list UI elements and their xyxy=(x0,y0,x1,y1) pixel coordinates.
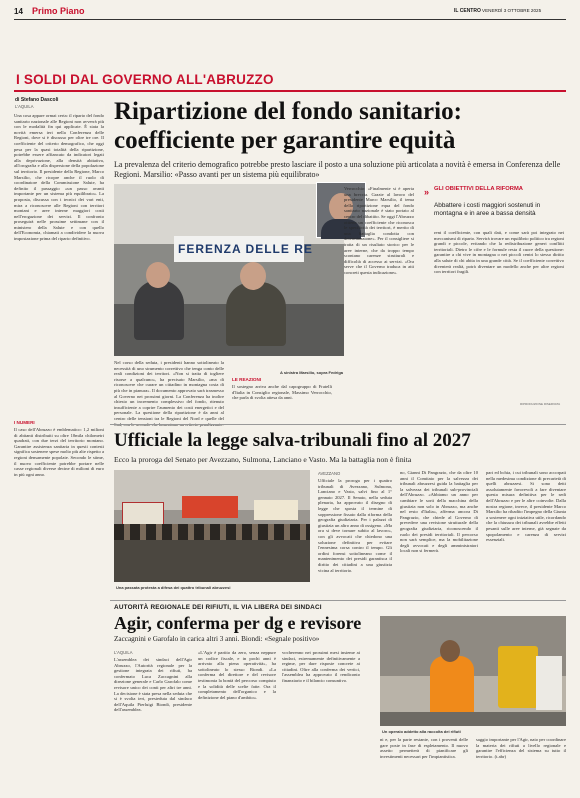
article1-reactions-subhead: LE REAZIONI xyxy=(232,377,262,382)
article2-photo xyxy=(114,470,310,582)
section-kicker: I SOLDI DAL GOVERNO ALL'ABRUZZO xyxy=(16,72,274,87)
bin-yellow xyxy=(498,646,538,708)
article1-column1 xyxy=(14,113,104,418)
sidebar-box xyxy=(424,186,566,416)
masthead: IL CENTRO xyxy=(454,8,481,14)
issue-date: VENERDÌ 3 OTTOBRE 2025 xyxy=(482,8,542,13)
article3-col5-text: saggio importante per l'Agir, nato per coordinare la materia dei rifiuti a livello regionale e garantire l'efficienza del sistema su tutto il territorio. (t.abr) xyxy=(476,737,566,759)
article3-headline: Agir, conferma per dg e revisore xyxy=(114,613,362,633)
article1-column1-continued xyxy=(14,427,104,791)
article3-column3 xyxy=(282,650,360,791)
article2-col3-text: pari ed bchia, i cui tribunali sono accorpati nella medesima condizione di precarietà di quelli abruzzesi. Si sono detti assolutamente favorevoli a fare diventare questa misura definitiva per le sedi dell'Abruzzo e per le altre coinvolte. Dalla nostra regione, invece, il presidente Marco Marsilio ha ribadito l'impegno della Giunta a sostenere ogni iniziativa utile, ricordando che la chiusura dei tribunali avrebbe effetti pesanti sulle aree interne, già segnate da spopolamento e carenza di servizi essenziali. xyxy=(486,470,566,543)
article2-col1-text: Ufficiale la proroga per i quattro tribunali di Avezzano, Sulmona, Lanciano e Vasto, salvi fino al 1° gennaio 2027. Il Senato, nella seduta plenaria, ha approvato il disegno di legge che sposta il termine di soppressione fissato dalla riforma della geografia giudiziaria. Per i palazzi di giustizia un altro anno di ossigeno. «Ma ora si deve tornare subito al lavoro», con gli avvocati che chiedono una soluzione definitiva per evitare l'ennesima corsa contro il tempo. Gli ordini forensi sottolineano come il mantenimento dei presidi garantisca il diritto dei cittadini a una giustizia vicina al territorio. xyxy=(318,478,392,573)
protest-banner-1 xyxy=(122,502,164,526)
article2-headline: Ufficiale la legge salva-tribunali fino al 2027 xyxy=(114,430,471,451)
ground xyxy=(380,712,566,726)
article1-col2-text: Nel corso della seduta, i presidenti hanno sottolineato la necessità di uno strumento correttivo che tenga conto delle reali condizioni dei territori. «Non si tratta di togliere risorse a qualcuno», ha precisato Marsilio, «ma di riconoscere che curare un cittadino in montagna costa di più che in pianura». Il documento approvato sarà trasmesso al Governo nei prossimi giorni. La Conferenza ha inoltre chiesto un incremento complessivo del fondo, ritenuto insufficiente a coprire l'aumento dei costi energetici e del personale. La questione della ripartizione è da anni al centro delle tensioni tra le Regioni del Nord e quelle del xyxy=(114,360,224,421)
article1-subhead: La prevalenza del criterio demografico potrebbe presto lasciare il posto a una soluzione più articolata a novità è emersa in Conferenza delle Regioni. Marsilio: «Passo avanti per un sistema più equilibrato» xyxy=(114,160,561,179)
bin-white xyxy=(536,656,562,710)
photo-person-left-head xyxy=(146,262,170,288)
article1-column4 xyxy=(344,186,414,420)
article2-photo-caption: Una passata protesta a difesa dei quattro tribunali abruzzesi xyxy=(116,585,231,590)
article1-col3-text2: Il sostegno arriva anche dal capogruppo di Fratelli d'Italia in Consiglio regionale, Massimo Verrocchio, che parla di svolta attesa da anni. xyxy=(232,384,332,401)
article3-column1 xyxy=(114,657,192,791)
article3-subhead: Zaccagnini e Garofalo in carica altri 3 anni. Biondi: «Segnale positivo» xyxy=(114,635,320,643)
article2-column2 xyxy=(400,470,478,596)
article2-divider xyxy=(110,424,566,425)
page-header xyxy=(14,6,566,18)
article3-col1-text: L'assemblea dei sindaci dell'Agir Abruzzo, l'Autorità regionale per la gestione integrata dei rifiuti, ha confermato Luca Zaccagnini alla direzione generale e Carlo Garofalo come revisore unico dei conti per altri tre anni. La decisione è stata presa nella seduta che si è svolta ieri, presieduta dal sindaco dell'Aquila Pierluigi Biondi, presidente dell'assemblea. xyxy=(114,657,192,713)
article2-column1 xyxy=(318,478,392,596)
article1-col1-text2: Il caso dell'Abruzzo è emblematico: 1,2 milioni di abitanti distribuiti su oltre 10mila chilometri quadrati, con due terzi del territorio montano. Garantire assistenza sanitaria in questi contesti significa sostenere spese molto più alte rispetto a regioni densamente popolate. Secondo le stime, il nuovo coefficiente potrebbe portare nelle casse regionali diverse decine di milioni di euro in più ogni anno. xyxy=(14,427,104,477)
sidebar-marker: » xyxy=(424,187,430,197)
protest-banner-3 xyxy=(254,500,298,520)
protest-crowd-heads xyxy=(114,524,310,540)
article3-column2 xyxy=(198,650,276,791)
article2-subhead: Ecco la proroga del Senato per Avezzano, Sulmona, Lanciano e Vasto. Ma la battaglia non è finita xyxy=(114,455,412,464)
headline-line-1: Ripartizione del fondo sanitario: xyxy=(114,98,462,125)
article1-column3 xyxy=(232,384,332,420)
sidebar-credit: RIPRODUZIONE RISERVATA xyxy=(520,402,561,406)
article1-byline: di Stefano Dascoli xyxy=(15,97,59,103)
sidebar-title: GLI OBIETTIVI DELLA RIFORMA xyxy=(434,186,523,192)
photo-person-right-head xyxy=(240,262,266,290)
article1-column2 xyxy=(114,360,224,420)
article2-column3 xyxy=(486,470,566,596)
photo-banner-text: FERENZA DELLE RE xyxy=(178,242,313,256)
article1-col3-text: Verrocchio: «Finalmente si è aperta una breccia. Grazie al lavoro del presidente Marco Marsilio, il tema della ripartizione equa del fondo sanitario nazionale è stato portato al centro del dibattito. Se oggi l'Abruzzo ottiene un coefficiente che riconosca le specificità dei territori, è merito di una battaglia condotta con determinazione». Per il consigliere si tratta di un risultato storico per le aree interne, che da troppo tempo scontano carenze strutturali e difficoltà di accesso ai servizi. «Ora serve che il Governo traduca in atti concreti questa indicazione». xyxy=(344,186,414,275)
photo-person-right xyxy=(226,282,286,346)
sidebar-body: rent il coefficiente, con quali dati, e come sarà poi integrato nei meccanismi di riparto. Servirà trovare un equilibrio politico tra regioni grandi e piccole, evitando che la redistribuzione generi conflitti territoriali. Dietro le cifre e le formule resta il cuore della questione: garantire a chi vive in montagna o nei piccoli centri lo stesso diritto alla salute di chi abita in una grande città. Se il coefficiente correttivo diventerà realtà, potrà diventare un modello anche per altre regioni con territori fragili. xyxy=(434,230,564,275)
header-rule xyxy=(14,19,566,20)
article1-col1-text: Una cosa appare ormai certa: il riparto del fondo sanitario nazionale alle Regioni non avverrà più con le modalità fin qui applicate. È stata la novità emersa ieri nella Conferenza delle Regioni, dove si è discusso per oltre tre ore. Il coefficiente del criterio demografico, che oggi pesa per la quasi totalità della ripartizione, potrebbe essere affiancato da indicatori legati alla deprivazione, alla densità abitativa, all'orografia e alla dispersione della popolazione sul territorio. Il presidente della Regione, Marco Marsilio, che ricopre anche il ruolo di coordinatore della Commissione Salute, ha definito il passaggio «un passo avanti importante per un sistema più equilibrato». La proposta, discussa con i tecnici dei vari enti, mira a riconoscere alle Regioni con territori montani e aree interne maggiori costi nell'erogazione dei servizi. Il confronto proseguirà nelle prossime settimane con il ministero della Salute e con quello dell'Economia, chiamati a condividere la nuova impostazione prima del riparto definitivo. xyxy=(14,113,104,242)
article3-column5 xyxy=(476,737,566,791)
sidebar-text xyxy=(434,230,564,398)
article3-col3-text: vocherenno nei prossimi mesi insieme ai sindaci, estremamente definitivamente a regime, per dare risposte concrete ai cittadini. Oltre alla conferma dei vertici, l'assemblea ha approvato il rendiconto finanziario e il bilancio consuntivo. xyxy=(282,650,360,683)
article3-location: L'AQUILA xyxy=(114,650,133,655)
article3-col4-text: ni e, per la parte restante, con i proventi delle gare poste in fase di espletamento. Il nuovo assetto permetterà di pianificare gli investimenti necessari per l'impiantistica. xyxy=(380,737,468,759)
article1-numbers-subhead: I NUMERI xyxy=(14,420,35,425)
article3-column4 xyxy=(380,737,468,791)
worker-body xyxy=(430,656,474,716)
kicker-rule xyxy=(14,90,566,92)
article3-divider xyxy=(110,600,566,601)
article3-photo xyxy=(380,616,566,726)
page-number: 14 xyxy=(14,7,23,16)
section-name: Primo Piano xyxy=(32,6,85,16)
sidebar-lead: Abbattere i costi maggiori sostenuti in montagna e in aree a bassa densità xyxy=(434,202,541,217)
headline-line-2: coefficiente per garantire equità xyxy=(114,127,456,154)
worker-head xyxy=(440,640,460,662)
article3-kicker: AUTORITÀ REGIONALE DEI RIFIUTI, IL VIA LIBERA DEI SINDACI xyxy=(114,604,322,611)
article1-photo xyxy=(114,184,344,356)
article1-location: L'AQUILA xyxy=(15,104,34,109)
protest-banner-2 xyxy=(182,496,238,518)
article1-headline xyxy=(114,97,564,155)
article2-col2-text: no, Gianni Di Pangrazio, che da oltre 10 anni il Comitato per la salvezza dei tribunali abruzzesi guida la battaglia per la salvezza dei tribunali sub-provinciali dell'Abruzzo. «Abbiamo un anno per cambiare le sorti della macchina della giustizia non solo in Abruzzo, ma anche nel resto d'Italia», afferma ancora Di Pangrazio, che chiede al Governo di prevedere una revisione strutturale della geografia giudiziaria, riconoscendo il ruolo dei presidi territoriali. Il percorso non sarà semplice, ma la mobilitazione degli avvocati e degli amministratori locali non si fermerà. xyxy=(400,470,478,554)
photo-person-left xyxy=(134,280,184,340)
article3-photo-caption: Un operaio addetto alla raccolta dei rifiuti xyxy=(382,729,461,734)
article3-col2-text: «L'Agir è partito da zero, senza neppure un codice fiscale, e in pochi anni è arrivato alla piena operatività», ha sottolineato lo stesso Biondi. «La conferma del direttore e del revisore testimonia la bontà del percorso compiuto e la solidità delle scelte fatte. Ora il completamento dell'organico e la definizione del piano d'ambito». xyxy=(198,650,276,700)
photo-backdrop xyxy=(114,184,344,244)
article1-photo-caption: A sinistra Marsilio, sopra Fedriga xyxy=(280,370,343,375)
article2-location: AVEZZANO xyxy=(318,471,341,476)
